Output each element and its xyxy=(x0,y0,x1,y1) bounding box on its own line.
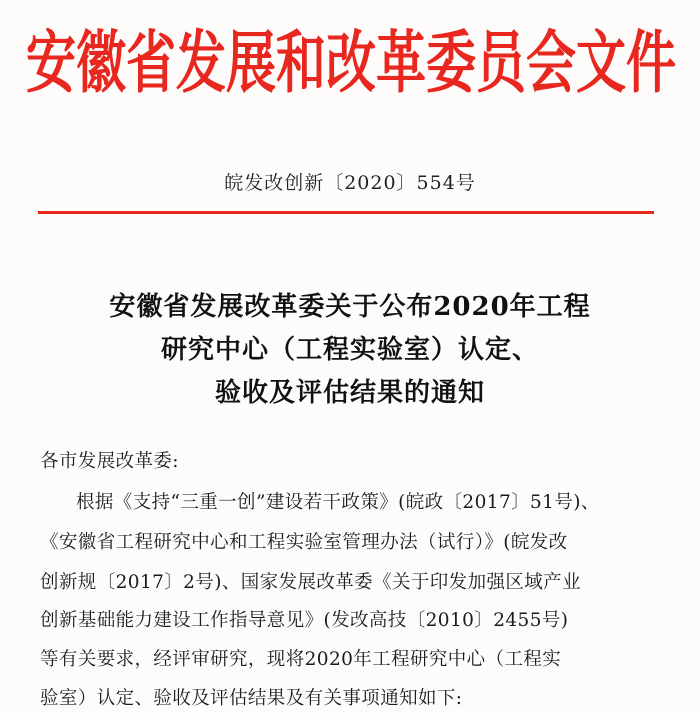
body-line: 创新基础能力建设工作指导意见》(发改高技〔2010〕2455号) xyxy=(40,610,569,631)
body-line: 《安徽省工程研究中心和工程实验室管理办法（试行）》(皖发改 xyxy=(40,532,568,553)
body-line: 根据《支持“三重一创”建设若干政策》(皖政〔2017〕51号)、 xyxy=(76,492,600,513)
notice-title-line-1: 安徽省发展改革委关于公布2020年工程 xyxy=(109,292,591,322)
masthead-char: 展 xyxy=(226,22,276,103)
red-divider xyxy=(38,211,654,214)
salutation: 各市发展改革委: xyxy=(40,451,179,472)
masthead-char: 革 xyxy=(376,22,426,103)
masthead-char: 省 xyxy=(126,22,176,103)
masthead-char: 和 xyxy=(276,22,326,103)
masthead-char: 改 xyxy=(326,22,376,103)
masthead-char: 件 xyxy=(626,22,676,103)
masthead-char: 文 xyxy=(576,22,626,103)
masthead-char: 发 xyxy=(176,22,226,103)
masthead-char: 员 xyxy=(476,22,526,103)
masthead-char: 会 xyxy=(526,22,576,103)
notice-title-line-2: 研究中心（工程实验室）认定、 xyxy=(160,335,539,365)
document-number: 皖发改创新〔2020〕554号 xyxy=(224,172,476,194)
masthead-char: 徽 xyxy=(76,22,126,103)
body-line: 创新规〔2017〕2号)、国家发展改革委《关于印发加强区域产业 xyxy=(40,572,581,593)
masthead-char: 委 xyxy=(426,22,476,103)
masthead-char: 安 xyxy=(26,22,76,103)
body-line: 验室）认定、验收及评估结果及有关事项通知如下: xyxy=(40,688,463,709)
body-line: 等有关要求，经评审研究，现将2020年工程研究中心（工程实 xyxy=(40,649,562,670)
notice-title-line-3: 验收及评估结果的通知 xyxy=(214,378,485,408)
masthead-title xyxy=(26,18,676,108)
